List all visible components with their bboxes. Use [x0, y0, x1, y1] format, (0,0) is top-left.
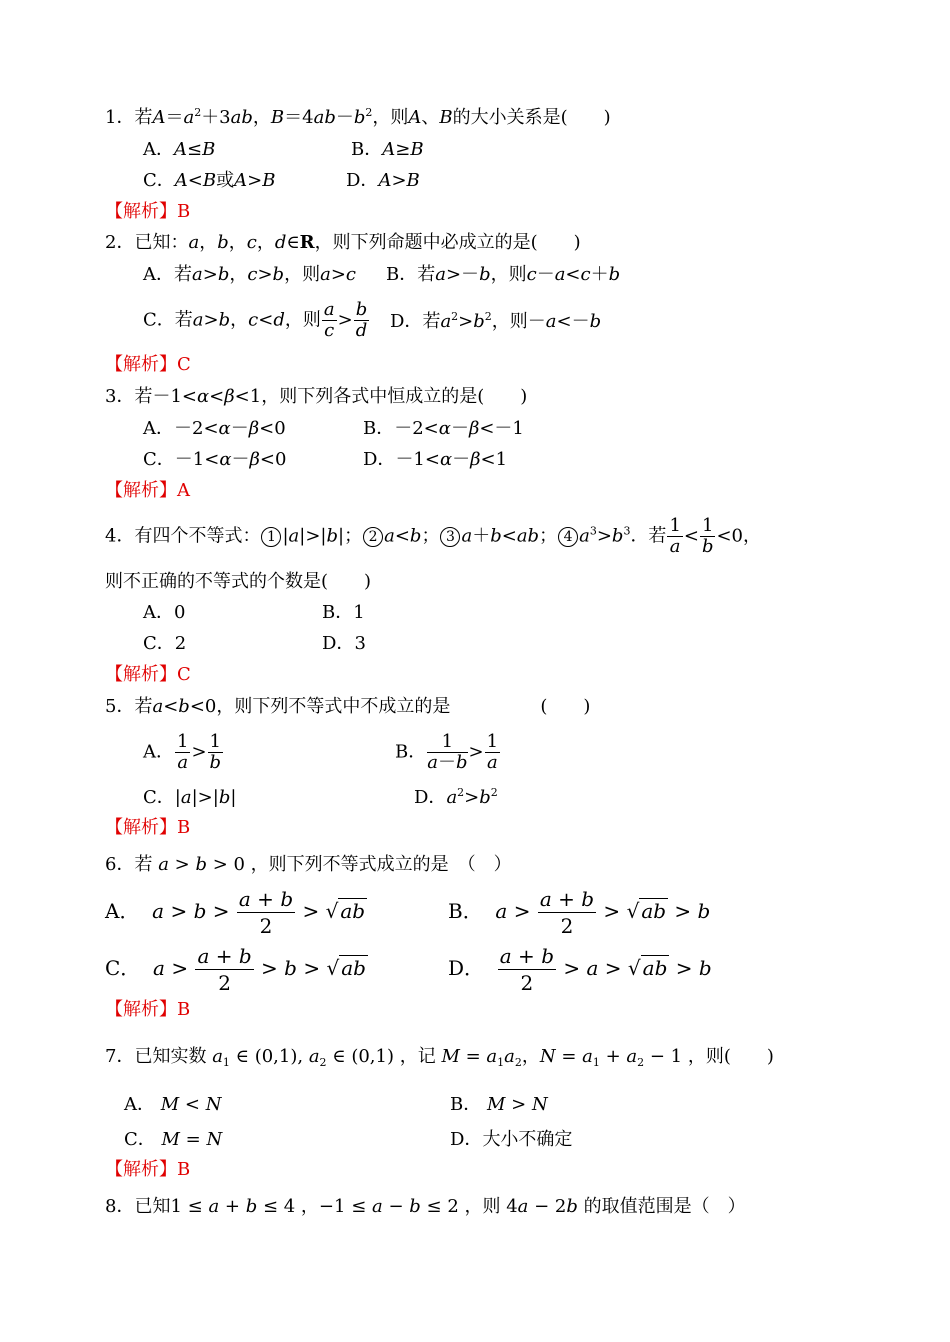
q3-option-a: A．－2<α－β<0: [143, 418, 286, 439]
q3-stem: 3．若－1<α<β<1，则下列各式中恒成立的是( ): [105, 386, 528, 407]
q4-option-b: B．1: [322, 602, 365, 623]
q6-stem: 6．若 a > b > 0 ，则下列不等式成立的是 （ ）: [105, 854, 512, 875]
q3-answer: 【解析】A: [105, 480, 190, 501]
q7-answer: 【解析】B: [105, 1159, 191, 1180]
q5-option-d: D．$a^2>b^2$: [414, 786, 498, 808]
q6-option-a: A． a > b > $\frac{a + b}{2}$ > √ ab: [105, 887, 366, 938]
q2-option-b: B．若a>－b，则c－a<c＋b: [386, 264, 621, 285]
q1-option-b: B．A≥B: [351, 139, 424, 160]
q7-stem: 7．已知实数 $a_1$ ∈ (0,1), $a_2$ ∈ (0,1) ，记 $M = a_1a_2$，$N = a_1 + a_2 - 1$ ，则( ): [105, 1046, 774, 1069]
q4-option-a: A．0: [143, 602, 186, 623]
q7-option-d: D．大小不确定: [450, 1129, 573, 1150]
q4-option-d: D．3: [322, 633, 366, 654]
q3-option-d: D．－1<α－β<1: [363, 449, 508, 470]
q5-option-b: B． $\frac{1}{a-b}$ > $\frac{1}{a}$: [395, 731, 499, 773]
q8-stem: 8．已知1 ≤ a + b ≤ 4 ，−1 ≤ a − b ≤ 2 ，则 4a − 2b 的取值范围是（ ）: [105, 1196, 746, 1217]
q2-option-a: A．若a>b，c>b，则a>c: [143, 264, 356, 285]
q7-option-b: B． M > N: [450, 1094, 548, 1115]
q7-option-c: C． M = N: [124, 1129, 223, 1150]
q3-option-b: B．－2<α－β<－1: [363, 418, 524, 439]
q1-answer: 【解析】B: [105, 201, 191, 222]
q2-option-c: C．若a>b，c<d，则 $\frac{a}{c}$ > $\frac{b}{d}$: [143, 299, 368, 341]
q2-option-d: D．若$a^2>b^2$，则－a<－b: [390, 310, 602, 332]
q5-answer: 【解析】B: [105, 817, 191, 838]
q3-option-c: C．－1<α－β<0: [143, 449, 287, 470]
q6-option-c: C． a > $\frac{a + b}{2}$ > b > √ ab: [105, 944, 366, 995]
q1-option-a: A．A≤B: [143, 139, 216, 160]
q2-stem: 2．已知：a，b，c，d∈R，则下列命题中必成立的是( ): [105, 232, 581, 253]
q4-stem-cont: 则不正确的不等式的个数是( ): [105, 571, 372, 592]
q1-option-c: C．A<B或A>B: [143, 170, 276, 191]
q5-stem: 5．若a<b<0，则下列不等式中不成立的是 ( ): [105, 696, 591, 717]
q6-answer: 【解析】B: [105, 999, 191, 1020]
q1-option-d: D．A>B: [346, 170, 420, 191]
q2-answer: 【解析】C: [105, 354, 191, 375]
q4-option-c: C．2: [143, 633, 187, 654]
q4-stem: 4．有四个不等式： 1 |a|>|b|； 2 a<b； 3 a＋b<ab； 4 $a^3>b^3$．若 $\frac{1}{a}$ < $\frac{1}{b}$ <0，: [105, 515, 761, 557]
q4-answer: 【解析】C: [105, 664, 191, 685]
q5-option-a: A． $\frac{1}{a}$ > $\frac{1}{b}$: [143, 731, 222, 773]
q5-option-c: C．|a|>|b|: [143, 787, 237, 808]
q1-stem: 1．若$A=a^2+3ab$，$B=4ab-b^2$，则A、B的大小关系是( ): [105, 106, 611, 128]
q6-option-b: B． a > $\frac{a + b}{2}$ > √ ab > b: [448, 887, 711, 938]
q6-option-d: D． $\frac{a + b}{2}$ > a > √ ab > b: [448, 944, 712, 995]
q7-option-a: A． M < N: [124, 1094, 222, 1115]
